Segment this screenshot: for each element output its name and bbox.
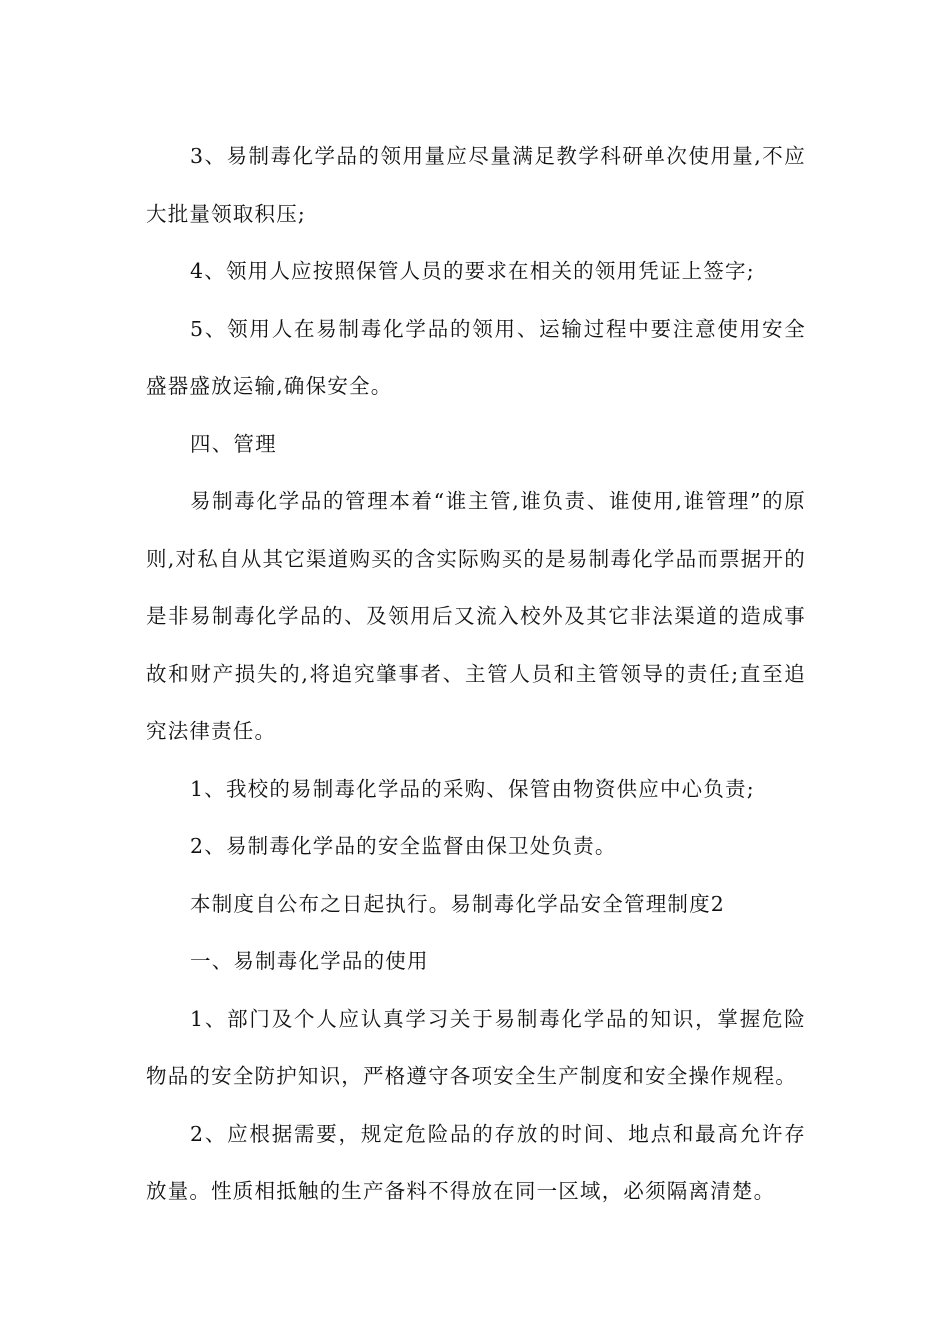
paragraph-item-3: 3、易制毒化学品的领用量应尽量满足教学科研单次使用量,不应大批量领取积压; (146, 144, 806, 226)
paragraph-procurement: 1、我校的易制毒化学品的采购、保管由物资供应中心负责; (190, 776, 755, 801)
section-heading-usage: 一、易制毒化学品的使用 (190, 949, 429, 973)
paragraph-supervision: 2、易制毒化学品的安全监督由保卫处负责。 (190, 834, 617, 858)
paragraph-item-5: 5、领用人在易制毒化学品的领用、运输过程中要注意使用安全盛器盛放运输,确保安全。 (146, 316, 806, 398)
paragraph-usage-1: 1、部门及个人应认真学习关于易制毒化学品的知识，掌握危险物品的安全防护知识，严格遵守各项安全生产制度和安全操作规程。 (146, 1006, 806, 1088)
paragraph-item-4: 4、领用人应按照保管人员的要求在相关的领用凭证上签字; (190, 259, 755, 283)
document-body (146, 128, 806, 1221)
paragraph-management-principle: 易制毒化学品的管理本着“谁主管,谁负责、谁使用,谁管理”的原则,对私自从其它渠道购买的含实际购买的是易制毒化学品而票据开的是非易制毒化学品的、及领用后又流入校外及其它非法渠道的造成事故和财产损失的,将追究肇事者、主管人员和主管领导的责任;直至追究法律责任。 (146, 489, 806, 743)
paragraph-effective-date: 本制度自公布之日起执行。易制毒化学品安全管理制度2 (190, 891, 726, 916)
paragraph-usage-2: 2、应根据需要，规定危险品的存放的时间、地点和最高允许存放量。性质相抵触的生产备料不得放在同一区域，必须隔离清楚。 (146, 1121, 806, 1203)
section-heading-management: 四、管理 (190, 431, 277, 456)
